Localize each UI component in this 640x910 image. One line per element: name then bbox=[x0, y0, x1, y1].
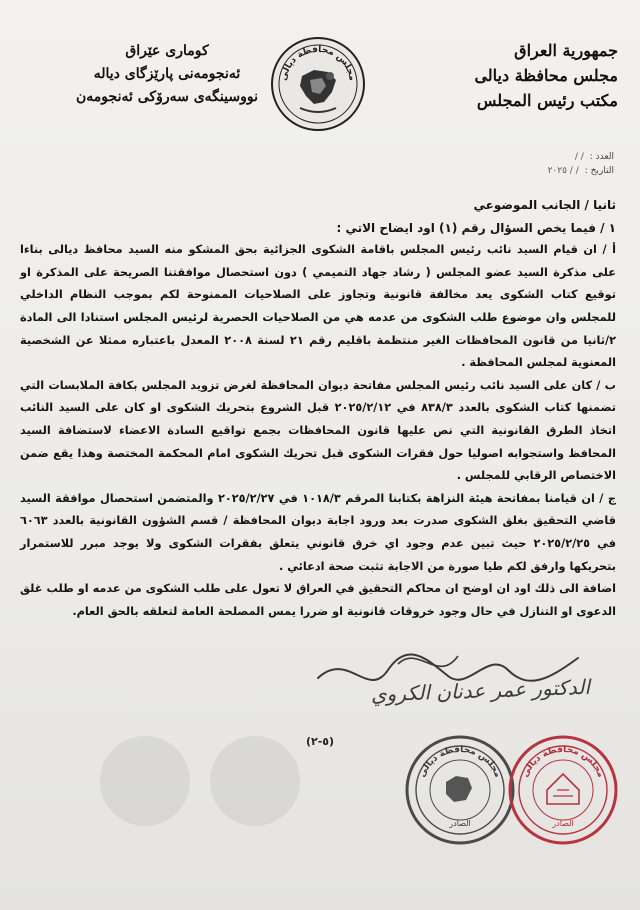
paragraph-b: ب / كان على السيد نائب رئيس المجلس مفاتحة ديوان المحافظة لغرض تزويد المجلس بكافة الملابسات التي تضمنها كتاب الشكوى بالعدد ٨٣٨/٣ في ٢٠٢٥/٢/١٢ قبل الشروع بتحريك الشكوى او كان على السيد النائب اتخاذ الطرق القانونية التي نص عليها قانون المحافظات بجمع تواقيع السادة الاعضاء لاستضافة السيد المحافظ واستجوابه اصوليا حول فقرات الشكوى قبل تحريك الشكوى امام المحكمة المختصة وهذا يقع ضمن الاختصاص الرقابي للمجلس . bbox=[20, 378, 616, 483]
paragraph-conclusion: اضافة الى ذلك اود ان اوضح ان محاكم التحقيق في العراق لا تعول على طلب الشكوى من عدمه او طلب غلق الدعوى او التنازل في حال وجود خروقات قانونية او ضررا يمس المصلحة العامة لتعلقه بالحق العام. bbox=[20, 582, 616, 618]
paragraph-c: ج / ان قيامنا بمفاتحة هيئة النزاهة بكتابنا المرقم ١٠١٨/٣ في ٢٠٢٥/٢/٢٧ والمتضمن استحصال موافقة السيد قاضي التحقيق بغلق الشكوى صدرت بعد ورود اجابة ديوان المحافظة / قسم الشؤون القانونية بالعدد ٦٠٦٣ في ٢٠٢٥/٢/٢٥ حيث تبين عدم وجود اي خرق قانوني يتعلق بفقرات الشكوى ولا يوجد مبرر للاستمرار بتحريكها وارفق لكم طيا صورة من الاجابة تثبت صحة ادعائي . bbox=[20, 491, 616, 573]
reference-date bbox=[548, 166, 614, 176]
header-council: مجلس محافظة ديالى bbox=[474, 66, 618, 85]
red-stamp-label: الصادر bbox=[552, 819, 574, 828]
header-country: جمهورية العراق bbox=[514, 41, 618, 60]
red-stamp-text: مجلس محافظة ديالى bbox=[520, 744, 606, 779]
gray-stamp-text: مجلس محافظة ديالى bbox=[417, 744, 503, 779]
date-label: التاريخ : bbox=[584, 166, 614, 176]
section-heading: ثانيا / الجانب الموضوعي bbox=[473, 198, 616, 212]
faded-stamp-mark bbox=[100, 736, 190, 826]
svg-text:مجلس محافظة ديالى bbox=[417, 745, 502, 779]
page-number: (٥-٢) bbox=[305, 735, 335, 748]
header-ku-office: نووسینگەی سەرۆکی ئەنجومەن bbox=[76, 89, 258, 105]
logo-arc-text: مجلس محافظة ديالى bbox=[279, 44, 357, 82]
signatory-name: الدكتور عمر عدنان الكروي bbox=[370, 674, 591, 707]
council-logo bbox=[270, 36, 366, 132]
letter-body bbox=[20, 194, 616, 623]
number-value: / / bbox=[574, 152, 584, 162]
question-heading: ١ / فيما يخص السؤال رقم (١) اود ايضاح الاتي : bbox=[336, 220, 616, 235]
header-ku-council: ئەنجومەنی پارێزگای دیالە bbox=[93, 66, 241, 82]
arabic-letterhead bbox=[408, 38, 618, 113]
gray-stamp-label: الصادر bbox=[449, 819, 471, 828]
reference-number bbox=[575, 152, 614, 162]
faded-stamp-mark bbox=[210, 736, 300, 826]
date-value: / / ٢٠٢٥ bbox=[547, 166, 579, 176]
kurdish-letterhead bbox=[62, 40, 272, 109]
gray-council-stamp bbox=[404, 734, 516, 846]
red-council-stamp bbox=[507, 734, 619, 846]
number-label: العدد : bbox=[589, 152, 614, 162]
header-ku-country: کوماری عێراق bbox=[125, 43, 209, 59]
header-office: مكتب رئيس المجلس bbox=[476, 91, 618, 110]
paragraph-a: أ / ان قيام السيد نائب رئيس المجلس باقامة الشكوى الجزائية بحق المشكو منه السيد محافظ ديالى بناءا على مذكرة السيد عضو المجلس ( رشاد جهاد التميمي ) دون استحصال موافقتنا الصريحة على المذكرة او توقيع كتاب الشكوى يعد مخالفة قانونية وتجاوز على الصلاحيات الممنوحة لكم بموجب النظام الداخلي للمجلس وان موضوع طلب الشكوى من عدمه هي من الصلاحيات الحصرية لرئيس المجلس استنادا الى المادة ٢/ثانيا من قانون المحافظات الغير منتظمة باقليم رقم ٢١ لسنة ٢٠٠٨ المعدل باعتباره ممثلا عن الشخصية المعنوية لمجلس المحافظة . bbox=[20, 243, 616, 370]
